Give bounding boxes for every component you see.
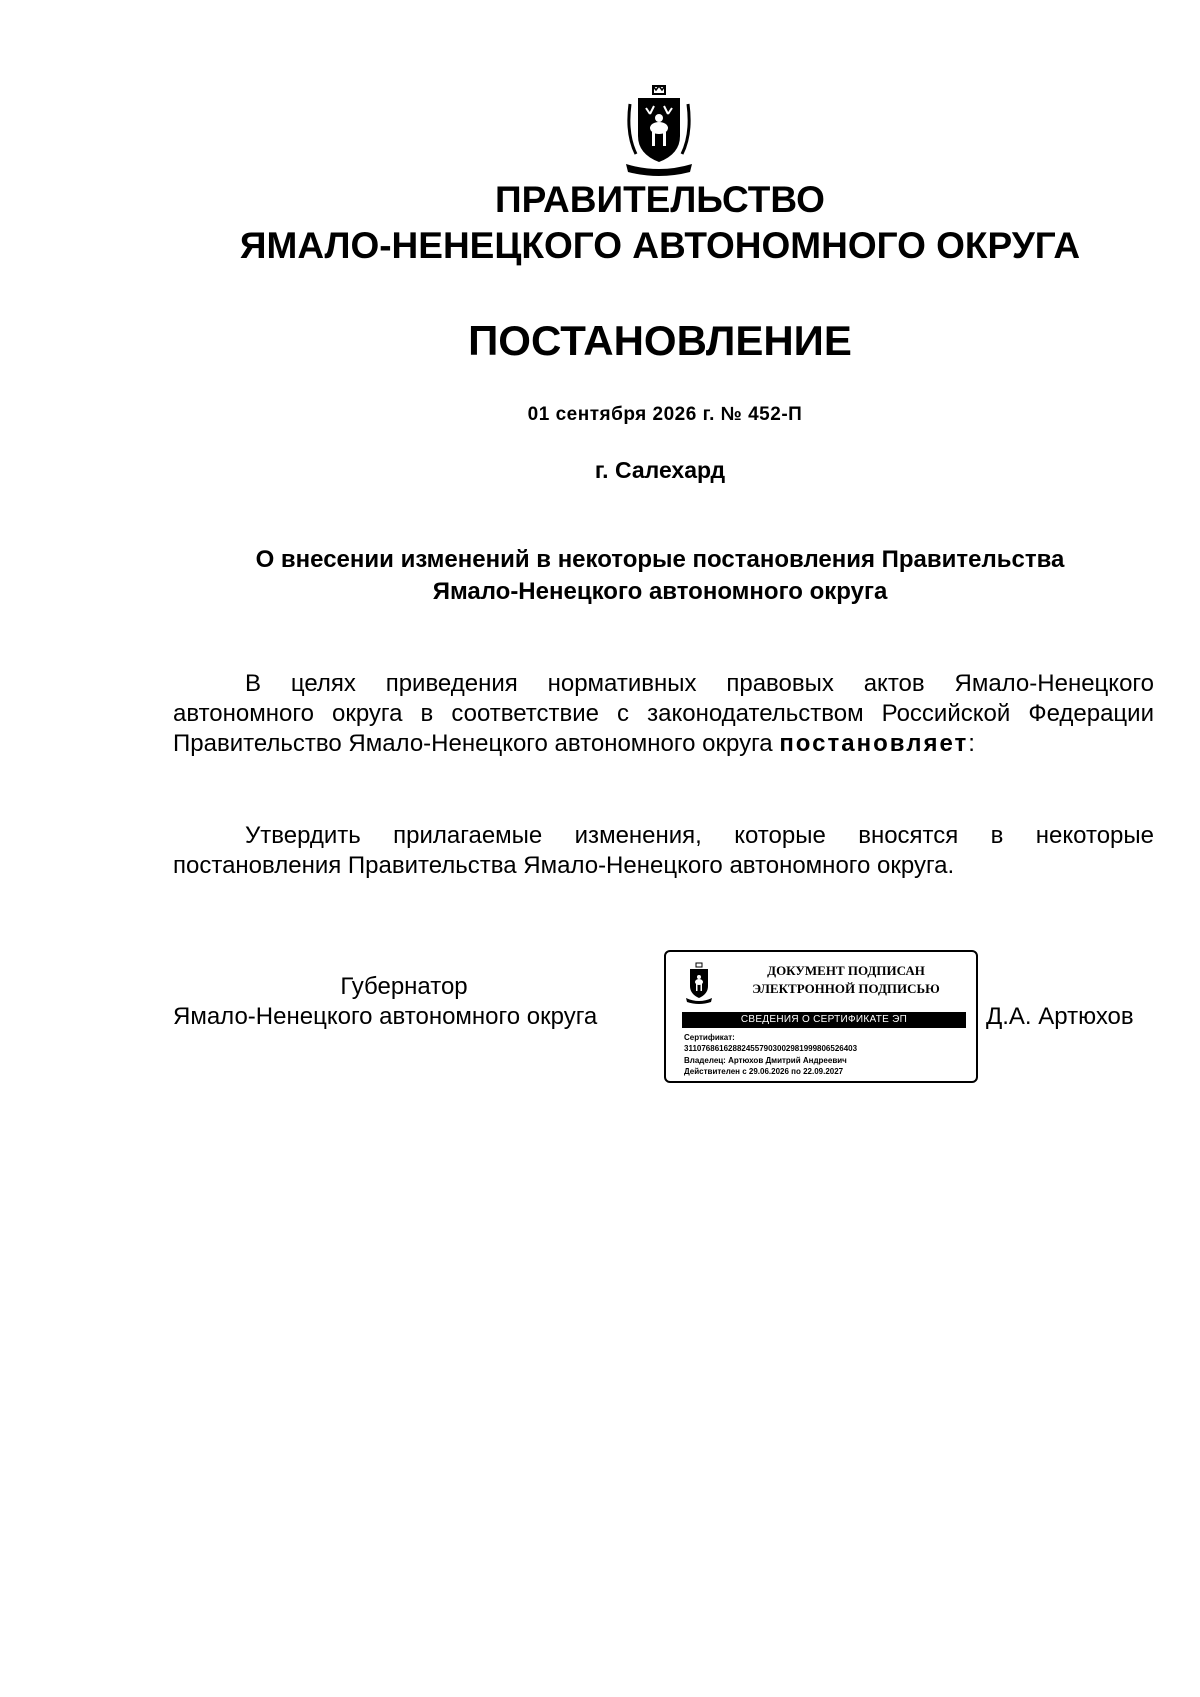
subject-line2: Ямало-Ненецкого автономного округа xyxy=(432,578,888,605)
paragraph-1-text: В целях приведения нормативных правовых актов Ямало-Ненецкого автономного округа в соответствие с законодательством Российской Федерации Правительство Ямало-Ненецкого автономного округа xyxy=(173,670,1154,757)
stamp-heading-1: ДОКУМЕНТ ПОДПИСАН xyxy=(767,963,925,978)
electronic-signature-stamp xyxy=(664,950,978,1083)
yanao-coat-of-arms-icon xyxy=(620,84,698,176)
stamp-owner: Владелец: Артюхов Дмитрий Андреевич xyxy=(684,1056,847,1065)
paragraph-1-tail: : xyxy=(968,730,975,757)
stamp-certificate-number: 311076861628824557903002981999806526403 xyxy=(684,1044,858,1053)
stamp-certificate-label: Сертификат: xyxy=(684,1033,735,1042)
signatory-position xyxy=(173,972,643,1032)
document-type: ПОСТАНОВЛЕНИЕ xyxy=(468,317,852,364)
resolves-word: постановляет xyxy=(779,730,969,757)
stamp-validity: Действителен с 29.06.2026 по 22.09.2027 xyxy=(684,1067,844,1076)
stamp-certificate-bar: СВЕДЕНИЯ О СЕРТИФИКАТЕ ЭП xyxy=(682,1012,966,1028)
body-paragraph-1 xyxy=(173,669,1154,759)
signatory-region: Ямало-Ненецкого автономного округа xyxy=(173,1003,598,1030)
subject-line1: О внесении изменений в некоторые постановления Правительства xyxy=(255,546,1065,573)
stamp-heading-2: ЭЛЕКТРОННОЙ ПОДПИСЬЮ xyxy=(752,981,940,996)
stamp-coat-of-arms-icon xyxy=(684,962,714,1004)
government-title-line1: ПРАВИТЕЛЬСТВО xyxy=(495,179,825,220)
document-city: г. Салехард xyxy=(594,457,726,483)
document-date-number: 01 сентября 2026 г. № 452-П xyxy=(527,404,803,425)
government-title-line2: ЯМАЛО-НЕНЕЦКОГО АВТОНОМНОГО ОКРУГА xyxy=(239,225,1081,266)
signatory-title: Губернатор xyxy=(340,973,468,1000)
document-subject xyxy=(0,544,1200,608)
body-paragraph-2: Утвердить прилагаемые изменения, которые вносятся в некоторые постановления Правительства Ямало-Ненецкого автономного округа. xyxy=(173,822,1154,879)
signatory-name: Д.А. Артюхов xyxy=(986,1003,1134,1030)
